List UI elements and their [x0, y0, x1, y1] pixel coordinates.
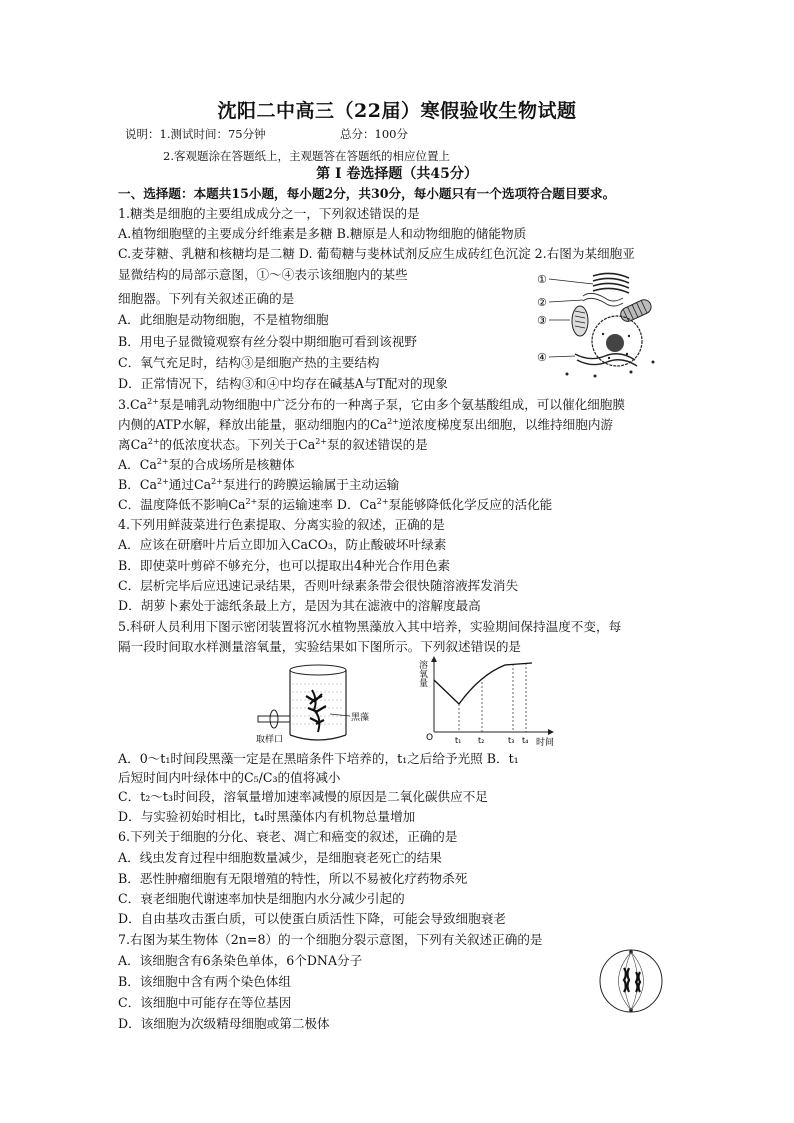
- q4-option-c: C．层析完毕后应迅速记录结果，否则叶绿素条带会很快随溶液挥发消失: [118, 578, 519, 593]
- note-answer: 2.客观题涂在答题纸上，主观题答在答题纸的相应位置上: [163, 149, 450, 163]
- q2-option-c: C．氧气充足时，结构③是细胞产热的主要结构: [118, 355, 380, 370]
- q6-option-b: B．恶性肿瘤细胞有无限增殖的特性，所以不易被化疗药物杀死: [118, 871, 468, 886]
- label-2: ②: [537, 296, 547, 309]
- page-title: 沈阳二中高三（22届）寒假验收生物试题: [217, 100, 577, 122]
- plant-label: 黑藻: [351, 713, 370, 723]
- section-intro: 一、选择题：本题共15小题，每小题2分，共30分，每小题只有一个选项符合题目要求。: [118, 186, 616, 201]
- q2-option-a: A．此细胞是动物细胞，不是植物细胞: [118, 312, 329, 327]
- q3-stem-1: $3.Ca^{2+}$泵是哺乳动物细胞中广泛分布的一种离子泵，它由多个氨基酸组成，可以催化细胞膜: [118, 396, 625, 412]
- q2-stem-2: 细胞器。下列有关叙述正确的是: [118, 291, 295, 306]
- q2-option-b: B．用电子显微镜观察有丝分裂中期细胞可看到该视野: [118, 334, 417, 349]
- origin-label: O: [426, 733, 434, 743]
- note-score: 总分：100分: [340, 127, 408, 141]
- y-axis-label: 溶氧量: [417, 660, 427, 687]
- note-time: 说明：1.测试时间：75分钟: [125, 127, 266, 141]
- tick-t3: t₃: [508, 736, 515, 745]
- dissolved-oxygen-graph: [410, 650, 560, 747]
- cell-division-figure: [596, 946, 666, 1016]
- q2-stem-1: 显微结构的局部示意图，①～④表示该细胞内的某些: [118, 267, 408, 282]
- q3-option-a: A．$Ca^{2+}$泵的合成场所是核糖体: [118, 456, 295, 472]
- q2-option-d: D．正常情况下，结构③和④中均存在碱基A与T配对的现象: [118, 376, 448, 391]
- q5-option-ab: A．0～t₁时间段黑藻一定是在黑暗条件下培养的，t₁之后给予光照 B．t₁: [118, 751, 519, 766]
- q4-option-d: D．胡萝卜素处于滤纸条最上方，是因为其在滤液中的溶解度最高: [118, 598, 481, 613]
- cell-structure-figure: [535, 266, 670, 381]
- q4-option-b: B．即使菜叶剪碎不够充分，也可以提取出4种光合作用色素: [118, 558, 451, 573]
- q3-stem-3: 离$Ca^{2+}$的低浓度状态。下列关于$Ca^{2+}$泵的叙述错误的是: [118, 436, 428, 452]
- q3-stem-2: 内侧的ATP水解，释放出能量，驱动细胞内的$Ca^{2+}$逆浓度梯度泵出细胞，以维持细胞内游: [118, 416, 614, 432]
- q5-stem-2: 隔一段时间取水样测量溶氧量，实验结果如下图所示。下列叙述错误的是: [118, 639, 521, 654]
- q5-option-d: D．与实验初始时相比，t₄时黑藻体内有机物总量增加: [118, 809, 416, 824]
- tick-t4: t₄: [522, 736, 529, 745]
- q5-option-b-cont: 后短时间内叶绿体中的C₅/C₃的值将减小: [118, 770, 341, 785]
- tick-t2: t₂: [478, 736, 485, 745]
- label-4: ④: [537, 351, 547, 364]
- sealed-apparatus-figure: [250, 660, 390, 750]
- q5-stem-1: 5.科研人员利用下图示密闭装置将沉水植物黑藻放入其中培养，实验期间保持温度不变，每: [118, 619, 622, 634]
- tick-t1: t₁: [455, 736, 462, 745]
- q1-stem: 1.糖类是细胞的主要组成成分之一，下列叙述错误的是: [118, 206, 420, 221]
- q6-option-d: D．自由基攻击蛋白质，可以使蛋白质活性下降，可能会导致细胞衰老: [118, 911, 506, 926]
- q7-option-d: D．该细胞为次级精母细胞或第二极体: [118, 1016, 330, 1031]
- q7-stem: 7.右图为某生物体（2n=8）的一个细胞分裂示意图，下列有关叙述正确的是: [118, 932, 543, 947]
- q6-option-c: C．衰老细胞代谢速率加快是细胞内水分减少引起的: [118, 891, 405, 906]
- plant-icon: [306, 690, 326, 732]
- q3-option-b: B．$Ca^{2+}$通过$Ca^{2+}$泵进行的跨膜运输属于主动运输: [118, 476, 400, 492]
- q6-stem: 6.下列关于细胞的分化、衰老、凋亡和癌变的叙述，正确的是: [118, 829, 458, 844]
- q1-options-ab: A.植物细胞壁的主要成分纤维素是多糖 B.糖原是人和动物细胞的储能物质: [118, 226, 527, 241]
- label-1: ①: [537, 273, 547, 286]
- q5-option-c: C．t₂～t₃时间段，溶氧量增加速率减慢的原因是二氧化碳供应不足: [118, 789, 488, 804]
- q6-option-a: A．线虫发育过程中细胞数量减少，是细胞衰老死亡的结果: [118, 850, 442, 865]
- label-3: ③: [537, 314, 547, 327]
- x-axis-label: 时间: [536, 738, 555, 747]
- sample-port-label: 取样口: [256, 735, 284, 745]
- q7-option-c: C．该细胞中可能存在等位基因: [118, 995, 292, 1010]
- q4-stem: 4.下列用鲜菠菜进行色素提取、分离实验的叙述，正确的是: [118, 517, 445, 532]
- q7-option-b: B．该细胞中含有两个染色体组: [118, 974, 291, 989]
- q1-options-cd: C.麦芽糖、乳糖和核糖均是二糖 D. 葡萄糖与斐林试剂反应生成砖红色沉淀 2.右图为某细胞亚: [118, 246, 635, 261]
- q4-option-a: A．应该在研磨叶片后立即加入CaCO₃，防止酸破坏叶绿素: [118, 537, 447, 552]
- q3-option-cd: C．温度降低不影响$Ca^{2+}$泵的运输速率 D．$Ca^{2+}$泵能够降低化学反应的活化能: [118, 496, 553, 512]
- q7-option-a: A．该细胞含有6条染色单体，6个DNA分子: [118, 953, 363, 968]
- section-title: 第 I 卷选择题（共45分）: [316, 166, 478, 182]
